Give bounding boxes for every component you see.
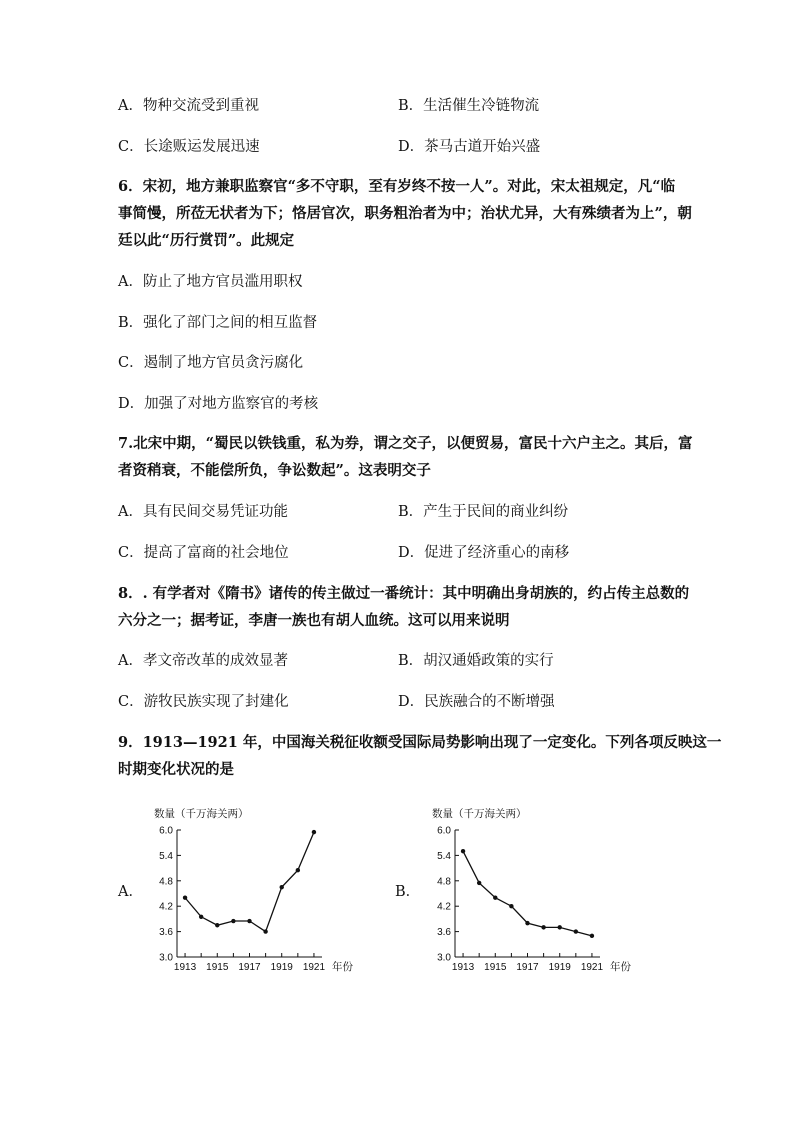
q5-option-b: B．生活催生冷链物流 (398, 98, 540, 114)
chart-a-data-point (199, 915, 203, 919)
chart-b-data-point (477, 881, 481, 885)
chart-b-y-tick-label: 4.2 (437, 901, 451, 913)
q6-stem-line-1: 6．宋初，地方兼职监察官“多不守职，至有岁终不按一人”。对此，宋太祖规定，凡“临 (118, 178, 676, 195)
q8-option-b: B．胡汉通婚政策的实行 (398, 653, 554, 669)
chart-a-y-tick-label: 3.0 (159, 952, 173, 964)
chart-a-data-point (312, 830, 316, 834)
chart-b-x-tick-label: 1913 (451, 962, 475, 973)
chart-b-y-label: 数量（千万海关两） (432, 808, 527, 820)
chart-a-y-tick-label: 6.0 (159, 825, 173, 837)
q7-stem-line-1: 7.北宋中期，“蜀民以铁钱重，私为券，谓之交子，以便贸易，富民十六户主之。其后，富 (118, 435, 693, 452)
q9-stem-line-1: 9．1913—1921 年，中国海关税征收额受国际局势影响出现了一定变化。下列各项反映这一 (118, 734, 722, 751)
chart-a-y-tick-label: 4.2 (159, 901, 173, 913)
chart-b-y-tick-label: 6.0 (437, 825, 451, 837)
chart-a-data-point (247, 919, 251, 923)
chart-b-data-point (525, 921, 529, 925)
chart-b-svg (418, 800, 658, 980)
chart-b-x-tick-label: 1919 (548, 962, 571, 973)
q9-stem-line-2: 时期变化状况的是 (118, 761, 234, 778)
q8-option-c: C．游牧民族实现了封建化 (118, 694, 289, 710)
chart-b-data-point (574, 929, 578, 933)
chart-a-series-line (185, 832, 314, 931)
chart-b-x-tick-label: 1921 (580, 962, 604, 973)
chart-b-x-tick-label: 1915 (484, 962, 507, 973)
chart-b-y-tick-label: 3.6 (437, 927, 451, 939)
chart-a-data-point (231, 919, 235, 923)
q7-option-c: C．提高了富商的社会地位 (118, 545, 289, 561)
chart-a-y-tick-label: 4.8 (159, 876, 173, 888)
q5-option-d: D．茶马古道开始兴盛 (398, 139, 541, 155)
chart-a-svg (140, 800, 380, 980)
q6-stem-line-2: 事简慢，所莅无状者为下；恪居官次，职务粗治者为中；治状尤异，大有殊绩者为上”，朝 (118, 205, 692, 222)
chart-b-data-point (541, 925, 545, 929)
chart-a-x-tick-label: 1919 (270, 962, 293, 973)
q8-option-a: A．孝文帝改革的成效显著 (118, 653, 288, 669)
q8-stem-line-1: 8．. 有学者对《隋书》诸传的传主做过一番统计：其中明确出身胡族的，约占传主总数的 (118, 585, 690, 602)
chart-b-data-point (461, 849, 465, 853)
chart-a-x-label: 年份 (332, 961, 353, 973)
chart-a-y-label: 数量（千万海关两） (154, 808, 249, 820)
q9-chart-b-label: B． (395, 884, 421, 900)
q7-option-a: A．具有民间交易凭证功能 (118, 504, 288, 520)
chart-b-y-tick-label: 4.8 (437, 876, 451, 888)
q7-option-b: B．产生于民间的商业纠纷 (398, 504, 569, 520)
chart-b-x-label: 年份 (610, 961, 631, 973)
chart-b (418, 800, 658, 980)
chart-a (140, 800, 380, 980)
chart-b-x-tick-label: 1917 (516, 962, 539, 973)
chart-a-data-point (296, 868, 300, 872)
q6-option-d: D．加强了对地方监察官的考核 (118, 396, 319, 412)
chart-a-x-tick-label: 1917 (238, 962, 261, 973)
q6-option-a: A．防止了地方官员滥用职权 (118, 274, 303, 290)
q6-stem-line-3: 廷以此“历行赏罚”。此规定 (118, 232, 295, 249)
chart-b-y-tick-label: 5.4 (437, 850, 451, 862)
chart-b-data-point (493, 896, 497, 900)
chart-b-data-point (558, 925, 562, 929)
chart-a-data-point (263, 929, 267, 933)
q6-option-c: C．遏制了地方官员贪污腐化 (118, 355, 304, 371)
q5-option-a: A．物种交流受到重视 (118, 98, 259, 114)
q5-option-c: C．长途贩运发展迅速 (118, 139, 260, 155)
q9-chart-a-label: A． (118, 884, 143, 900)
chart-a-x-tick-label: 1921 (302, 962, 326, 973)
chart-a-data-point (215, 923, 219, 927)
chart-b-data-point (590, 934, 594, 938)
chart-a-y-tick-label: 3.6 (159, 927, 173, 939)
chart-a-y-tick-label: 5.4 (159, 850, 173, 862)
q8-option-d: D．民族融合的不断增强 (398, 694, 555, 710)
q7-option-d: D．促进了经济重心的南移 (398, 545, 570, 561)
q6-option-b: B．强化了部门之间的相互监督 (118, 315, 318, 331)
chart-a-x-tick-label: 1915 (206, 962, 229, 973)
q8-stem-line-2: 六分之一；据考证，李唐一族也有胡人血统。这可以用来说明 (118, 612, 510, 629)
chart-a-data-point (183, 896, 187, 900)
q7-stem-line-2: 者资稍衰，不能偿所负，争讼数起”。这表明交子 (118, 462, 431, 479)
chart-b-data-point (509, 904, 513, 908)
chart-b-y-tick-label: 3.0 (437, 952, 451, 964)
chart-a-x-tick-label: 1913 (173, 962, 197, 973)
chart-a-data-point (280, 885, 284, 889)
